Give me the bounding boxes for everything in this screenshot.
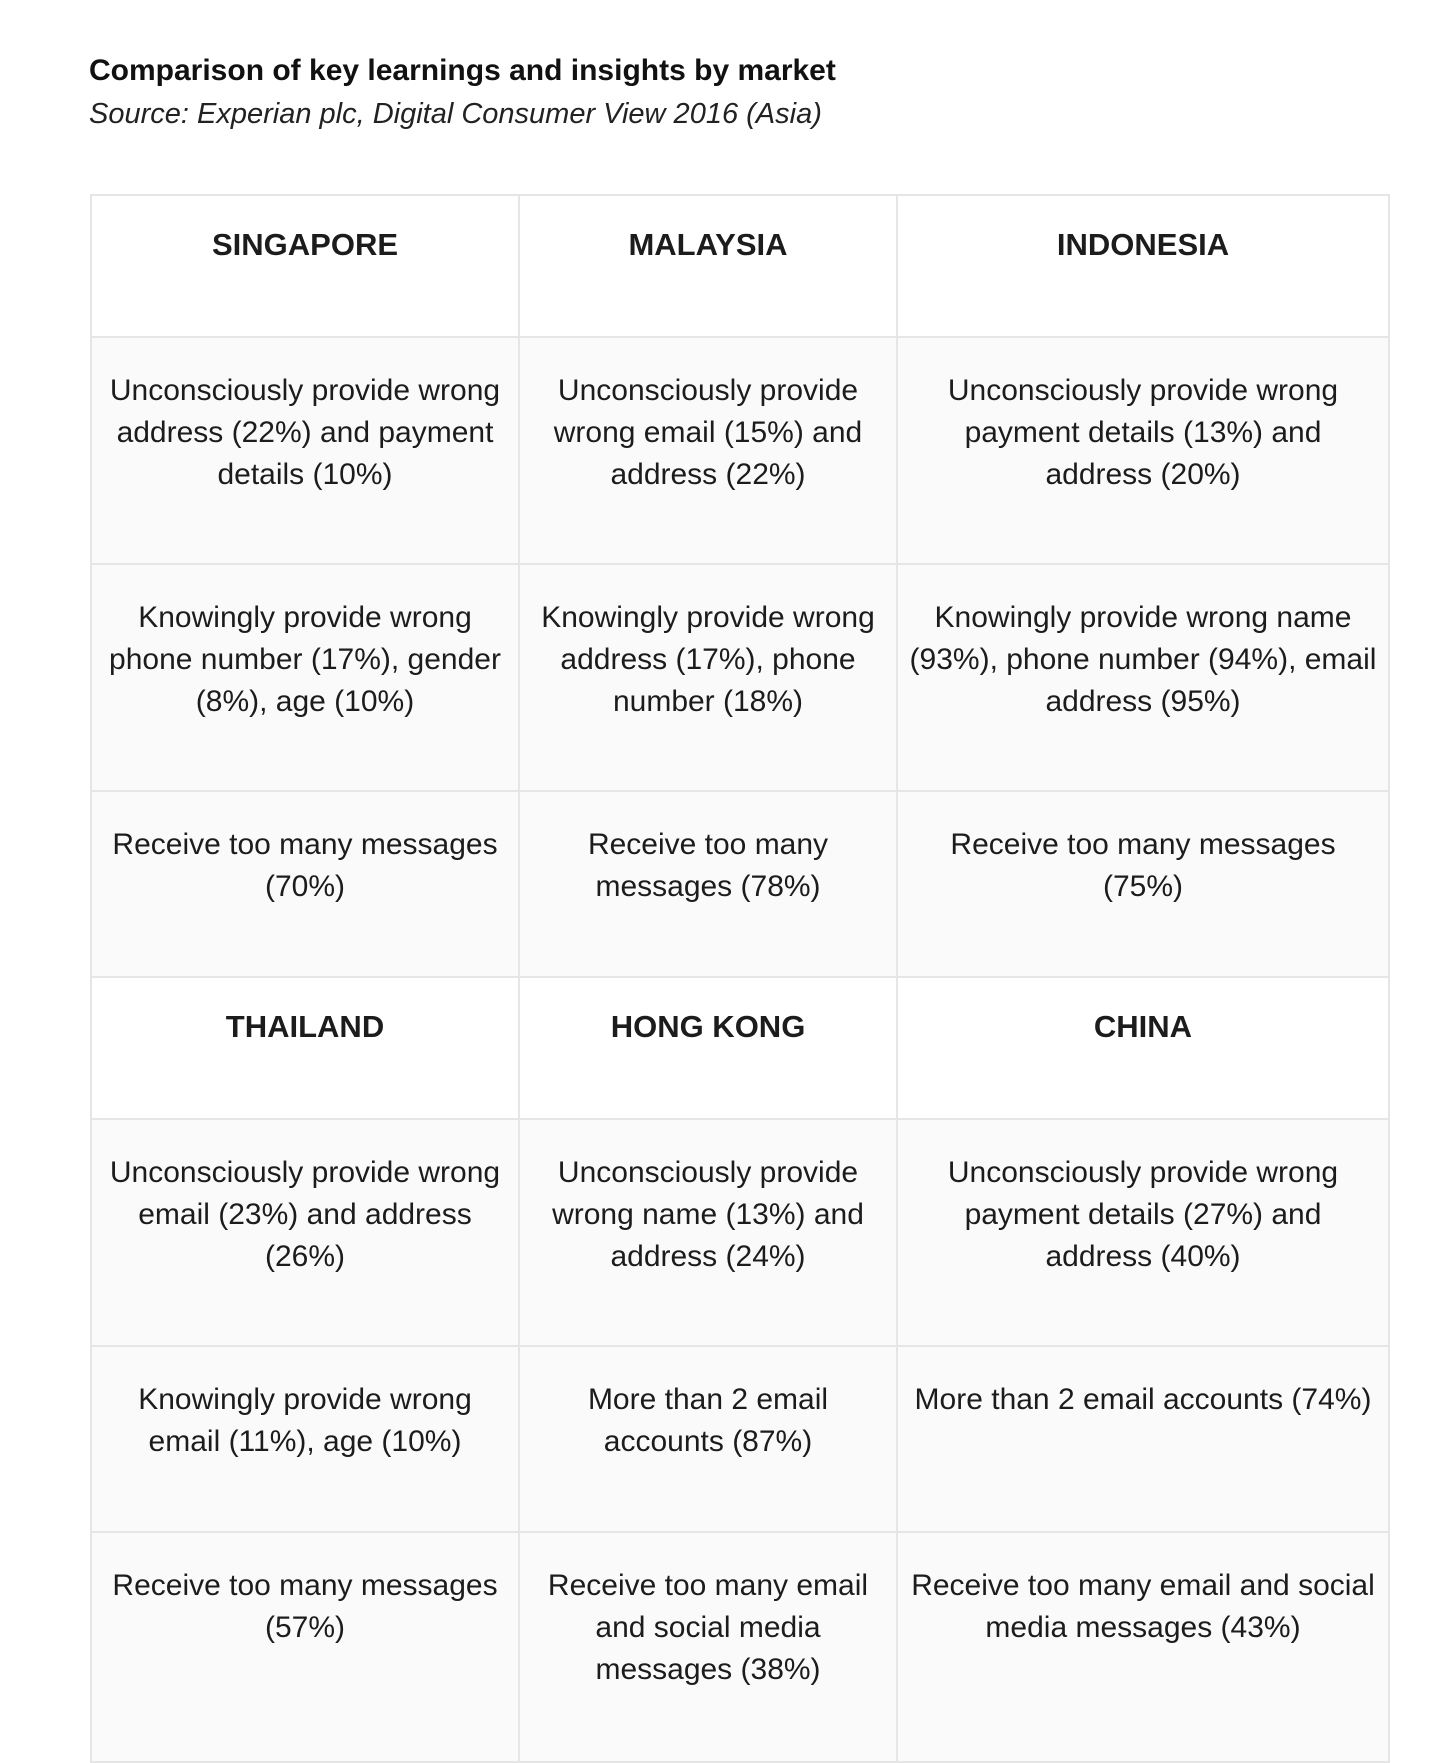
table-cell: Unconsciously provide wrong address (22%) and payment details (10%)	[91, 337, 519, 564]
market-header-cell: THAILAND	[91, 977, 519, 1119]
table-cell: Unconsciously provide wrong email (15%) and address (22%)	[519, 337, 897, 564]
table-cell: Unconsciously provide wrong payment details (27%) and address (40%)	[897, 1119, 1389, 1346]
table-cell: Knowingly provide wrong address (17%), phone number (18%)	[519, 564, 897, 791]
table-cell: Knowingly provide wrong email (11%), age (10%)	[91, 1346, 519, 1532]
table-row	[91, 564, 1389, 791]
table-cell: Receive too many messages (75%)	[897, 791, 1389, 977]
table-cell: Unconsciously provide wrong email (23%) and address (26%)	[91, 1119, 519, 1346]
market-header-cell: INDONESIA	[897, 195, 1389, 337]
table-cell: Unconsciously provide wrong name (13%) and address (24%)	[519, 1119, 897, 1346]
table-cell: Unconsciously provide wrong payment details (13%) and address (20%)	[897, 337, 1389, 564]
table-row	[91, 337, 1389, 564]
table-cell: More than 2 email accounts (87%)	[519, 1346, 897, 1532]
table-cell: Receive too many messages (57%)	[91, 1532, 519, 1762]
table-cell: Receive too many email and social media messages (43%)	[897, 1532, 1389, 1762]
table-cell: Receive too many email and social media messages (38%)	[519, 1532, 897, 1762]
market-header-cell: SINGAPORE	[91, 195, 519, 337]
table-cell: More than 2 email accounts (74%)	[897, 1346, 1389, 1532]
table-cell: Knowingly provide wrong phone number (17%), gender (8%), age (10%)	[91, 564, 519, 791]
table-row	[91, 1119, 1389, 1346]
source-caption: Source: Experian plc, Digital Consumer View 2016 (Asia)	[89, 98, 822, 130]
comparison-table	[90, 194, 1390, 1763]
market-header-row	[91, 195, 1389, 337]
page-title: Comparison of key learnings and insights by market	[89, 54, 836, 87]
table-row	[91, 1346, 1389, 1532]
table-cell: Receive too many messages (70%)	[91, 791, 519, 977]
market-header-cell: HONG KONG	[519, 977, 897, 1119]
table-cell: Receive too many messages (78%)	[519, 791, 897, 977]
header	[89, 48, 836, 134]
market-header-cell: CHINA	[897, 977, 1389, 1119]
table-row	[91, 1532, 1389, 1762]
table-cell: Knowingly provide wrong name (93%), phone number (94%), email address (95%)	[897, 564, 1389, 791]
table-row	[91, 791, 1389, 977]
market-header-row	[91, 977, 1389, 1119]
market-header-cell: MALAYSIA	[519, 195, 897, 337]
